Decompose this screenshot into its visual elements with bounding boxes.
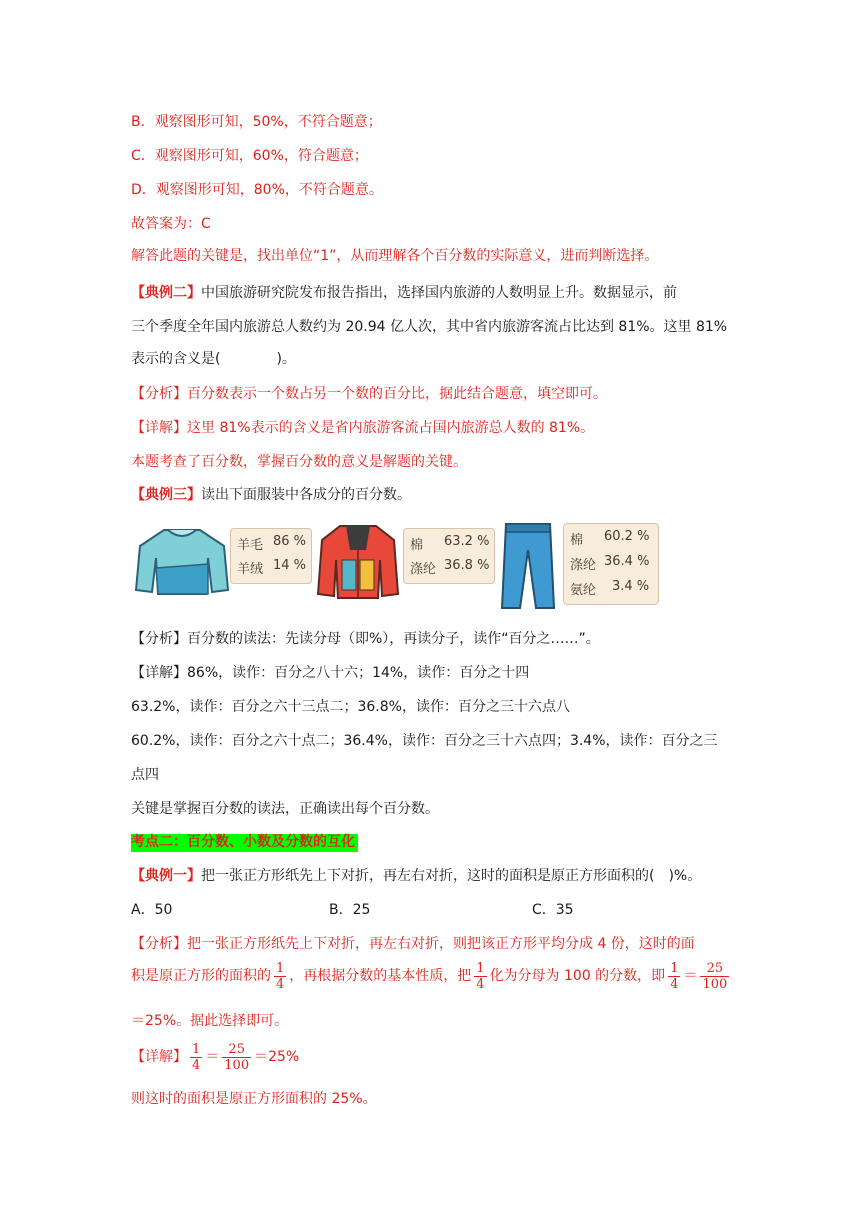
- example-2-detail: 【详解】这里 81%表示的含义是省内旅游客流占国内旅游总人数的 81%。: [131, 420, 595, 436]
- pants-material-3-value: 3.4 %: [612, 579, 650, 594]
- fraction-numerator: 1: [476, 960, 485, 976]
- example-2-question-line-1: [131, 283, 677, 303]
- fraction-25-over-100: [222, 1042, 251, 1073]
- fraction-one-quarter: [274, 961, 286, 992]
- detail-result: ＝25%: [254, 1049, 300, 1065]
- pants-material-3-name: 氨纶: [570, 583, 597, 598]
- pants-material-2-value: 36.4 %: [604, 554, 650, 569]
- jacket-material-2-value: 36.8 %: [444, 558, 490, 573]
- option-d-explanation: D．观察图形可知，80%，不符合题意。: [131, 182, 383, 198]
- option-c: C．35: [532, 902, 574, 918]
- example-2-text-1: 中国旅游研究院发布报告指出，选择国内旅游的人数明显上升。数据显示，前: [201, 285, 677, 301]
- fraction-one-quarter: [190, 1042, 202, 1073]
- example-2-question-line-3: 表示的含义是( )。: [131, 351, 296, 367]
- pants-icon: [498, 520, 558, 612]
- example-2-question-line-2: 三个季度全年国内旅游总人数约为 20.94 亿人次，其中省内旅游客流占比达到 81%。这里 81%: [131, 319, 728, 335]
- example-1-question: [131, 866, 701, 886]
- jacket-label-box: [403, 528, 495, 584]
- example-3-tag: 【典例三】: [131, 487, 201, 503]
- pants-material-2-name: 涤纶: [570, 558, 597, 573]
- analysis-text-a: 积是原正方形的面积的: [131, 968, 271, 984]
- sweater-icon: [134, 524, 230, 598]
- example-1-analysis-line-3: ＝25%。据此选择即可。: [131, 1013, 289, 1029]
- equals-sign: ＝: [205, 1049, 220, 1065]
- fraction-numerator: 1: [276, 960, 285, 976]
- pants-label-box: [563, 523, 659, 605]
- analysis-text-c: 化为分母为 100 的分数，即: [489, 968, 666, 984]
- section-2-title: 考点二：百分数、小数及分数的互化: [131, 834, 358, 852]
- example-1-detail: [131, 1039, 299, 1075]
- fraction-denominator: 4: [276, 976, 285, 992]
- option-b-explanation: B．观察图形可知，50%，不符合题意；: [131, 114, 382, 130]
- fraction-denominator: 100: [224, 1057, 250, 1073]
- jacket-material-1-name: 棉: [410, 538, 424, 553]
- key-point-1: 解答此题的关键是，找出单位“1”，从而理解各个百分数的实际意义，进而判断选择。: [131, 248, 659, 264]
- example-3-key: 关键是掌握百分数的读法，正确读出每个百分数。: [131, 801, 439, 817]
- fraction-numerator: 1: [192, 1041, 201, 1057]
- detail-tag: 【详解】: [131, 1049, 187, 1065]
- section-heading: [131, 832, 358, 852]
- fraction-one-quarter: [668, 961, 680, 992]
- jacket-material-1-value: 63.2 %: [444, 534, 490, 549]
- example-1-analysis-line-1: 【分析】把一张正方形纸先上下对折，再左右对折，则把该正方形平均分成 4 份，这时的面: [131, 936, 695, 952]
- jacket-material-2-name: 涤纶: [410, 562, 437, 577]
- example-3-text: 读出下面服装中各成分的百分数。: [201, 487, 411, 503]
- example-3-detail-2: 63.2%，读作：百分之六十三点二；36.8%，读作：百分之三十六点八: [131, 699, 570, 715]
- example-2-tag: 【典例二】: [131, 285, 201, 301]
- fraction-denominator: 100: [702, 976, 728, 992]
- sweater-material-2-name: 羊绒: [237, 562, 264, 577]
- fraction-denominator: 4: [670, 976, 679, 992]
- example-3-detail-3: 60.2%，读作：百分之六十点二；36.4%，读作：百分之三十六点四；3.4%，读作：百分之三: [131, 733, 718, 749]
- fraction-numerator: 1: [670, 960, 679, 976]
- example-2-analysis: 【分析】百分数表示一个数占另一个数的百分比，据此结合题意，填空即可。: [131, 386, 607, 402]
- example-3-detail-4: 点四: [131, 767, 159, 783]
- fraction-one-quarter: [474, 961, 486, 992]
- sweater-material-1-value: 86 %: [273, 534, 307, 549]
- equals-sign: ＝: [683, 968, 698, 984]
- jacket-icon: [316, 520, 400, 600]
- example-1-analysis-line-2: [131, 958, 732, 994]
- option-b: B．25: [329, 902, 371, 918]
- example-1-tag: 【典例一】: [131, 868, 201, 884]
- pants-material-1-name: 棉: [570, 533, 584, 548]
- option-a: A．50: [131, 902, 173, 918]
- fraction-denominator: 4: [476, 976, 485, 992]
- example-1-text: 把一张正方形纸先上下对折，再左右对折，这时的面积是原正方形面积的( )%。: [201, 868, 702, 884]
- example-3-detail-1: 【详解】86%，读作：百分之八十六；14%，读作：百分之十四: [131, 665, 530, 681]
- fraction-numerator: 25: [222, 1042, 251, 1058]
- analysis-text-b: ，再根据分数的基本性质，把: [289, 968, 472, 984]
- sweater-material-2-value: 14 %: [273, 558, 307, 573]
- pants-material-1-value: 60.2 %: [604, 529, 650, 544]
- example-3-question: [131, 485, 411, 505]
- example-3-analysis: 【分析】百分数的读法：先读分母（即%），再读分子，读作“百分之……”。: [131, 631, 600, 647]
- answer-line: 故答案为：C: [131, 216, 211, 232]
- option-c-explanation: C．观察图形可知，60%，符合题意；: [131, 148, 368, 164]
- fraction-denominator: 4: [192, 1057, 201, 1073]
- fraction-25-over-100: [700, 961, 729, 992]
- example-2-key: 本题考查了百分数，掌握百分数的意义是解题的关键。: [131, 454, 467, 470]
- example-1-final: 则这时的面积是原正方形面积的 25%。: [131, 1091, 377, 1107]
- sweater-material-1-name: 羊毛: [237, 538, 264, 553]
- sweater-label-box: [230, 528, 312, 584]
- fraction-numerator: 25: [700, 961, 729, 977]
